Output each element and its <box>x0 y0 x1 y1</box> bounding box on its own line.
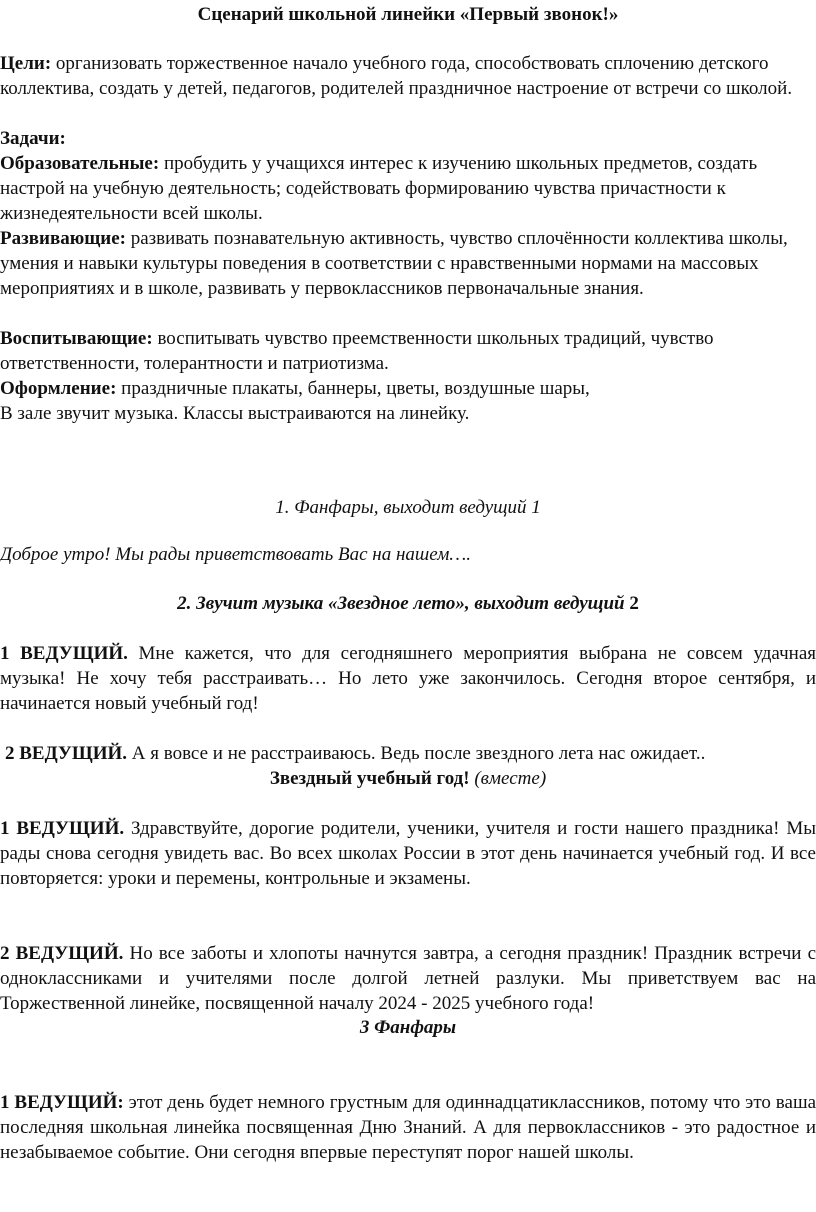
page-title: Сценарий школьной линейки «Первый звонок!» <box>197 4 619 25</box>
nurturing-paragraph <box>0 327 816 377</box>
nurturing-label: Воспитывающие: <box>0 328 153 349</box>
nurturing-text: воспитывать чувство преемственности школьных традиций, чувство ответственности, толерантности и патриотизма. <box>0 328 714 374</box>
goals-text: организовать торжественное начало учебного года, способствовать сплочению детского коллектива, создать у детей, педагогов, родителей праздничное настроение от встречи со школой. <box>0 53 793 99</box>
dialog-text: этот день будет немного грустным для одиннадцатиклассников, потому что это ваша последняя школьная линейка посвященная Дню Знаний. А для первоклассников - это радостное и незабываемое событие. Они сегодня впервые переступят порог нашей школы. <box>0 1092 816 1163</box>
dialog-host2-first <box>5 742 816 767</box>
speaker-label: 1 ВЕДУЩИЙ. <box>0 643 128 664</box>
dialog-text: Но все заботы и хлопоты начнутся завтра, а сегодня праздник! Праздник встречи с одноклассниками и учителями после долгой летней разлуки. Мы приветствуем вас на Торжественной линейке, посвященной началу 2024 - 2025 учебного года! <box>0 943 816 1014</box>
greeting-line: Доброе утро! Мы рады приветствовать Вас на нашем…. <box>0 544 471 565</box>
developing-label: Развивающие: <box>0 228 126 249</box>
step-1-heading: 1. Фанфары, выходит ведущий 1 <box>275 497 541 518</box>
developing-paragraph <box>0 227 816 301</box>
step-2-number: 2 <box>629 593 639 614</box>
speaker-label: 2 ВЕДУЩИЙ. <box>0 943 124 964</box>
dialog-host1-first <box>0 642 816 716</box>
decoration-paragraph <box>0 377 816 402</box>
together-note: (вместе) <box>474 768 547 789</box>
developing-text: развивать познавательную активность, чувство сплочённости коллектива школы, умения и навыки культуры поведения в соответствии с нравственными нормами на массовых мероприятиях и в школе, развивать у первоклассников первоначальные знания. <box>0 228 788 299</box>
dialog-text: А я вовсе и не расстраиваюсь. Ведь после звездного лета нас ожидает.. <box>127 743 706 764</box>
together-line: Звездный учебный год! (вместе) <box>269 768 547 789</box>
dialog-text: Здравствуйте, дорогие родители, ученики, учителя и гости нашего праздника! Мы рады снова сегодня увидеть вас. Во всех школах России в этот день начинается учебный год. И все повторяется: уроки и перемены, контрольные и экзамены. <box>0 818 816 889</box>
dialog-host1-third <box>0 1091 816 1165</box>
speaker-label: 1 ВЕДУЩИЙ: <box>0 1092 124 1113</box>
dialog-text: Мне кажется, что для сегодняшнего мероприятия выбрана не совсем удачная музыка! Не хочу тебя расстраивать… Но лето уже закончилось. Сегодня второе сентября, и начинается новый учебный год! <box>0 643 816 714</box>
speaker-label: 1 ВЕДУЩИЙ. <box>0 818 125 839</box>
step-3-heading: 3 Фанфары <box>359 1017 457 1038</box>
hall-music-line: В зале звучит музыка. Классы выстраиваются на линейку. <box>0 403 470 424</box>
tasks-heading: Задачи: <box>0 128 66 149</box>
goals-label: Цели: <box>0 53 52 74</box>
speaker-label: 2 ВЕДУЩИЙ. <box>5 743 128 764</box>
decoration-label: Оформление: <box>0 378 117 399</box>
dialog-host2-second <box>0 942 816 1016</box>
educational-text: пробудить у учащихся интерес к изучению школьных предметов, создать настрой на учебную деятельность; содействовать формированию чувства причастности к жизнедеятельности всей школы. <box>0 153 758 224</box>
dialog-host1-second <box>0 817 816 891</box>
decoration-text: праздничные плакаты, баннеры, цветы, воздушные шары, <box>116 378 590 399</box>
step-2-heading: 2. Звучит музыка «Звездное лето», выходит ведущий 2 <box>177 593 639 614</box>
goals-paragraph <box>0 52 816 102</box>
educational-label: Образовательные: <box>0 153 160 174</box>
educational-paragraph <box>0 152 816 226</box>
